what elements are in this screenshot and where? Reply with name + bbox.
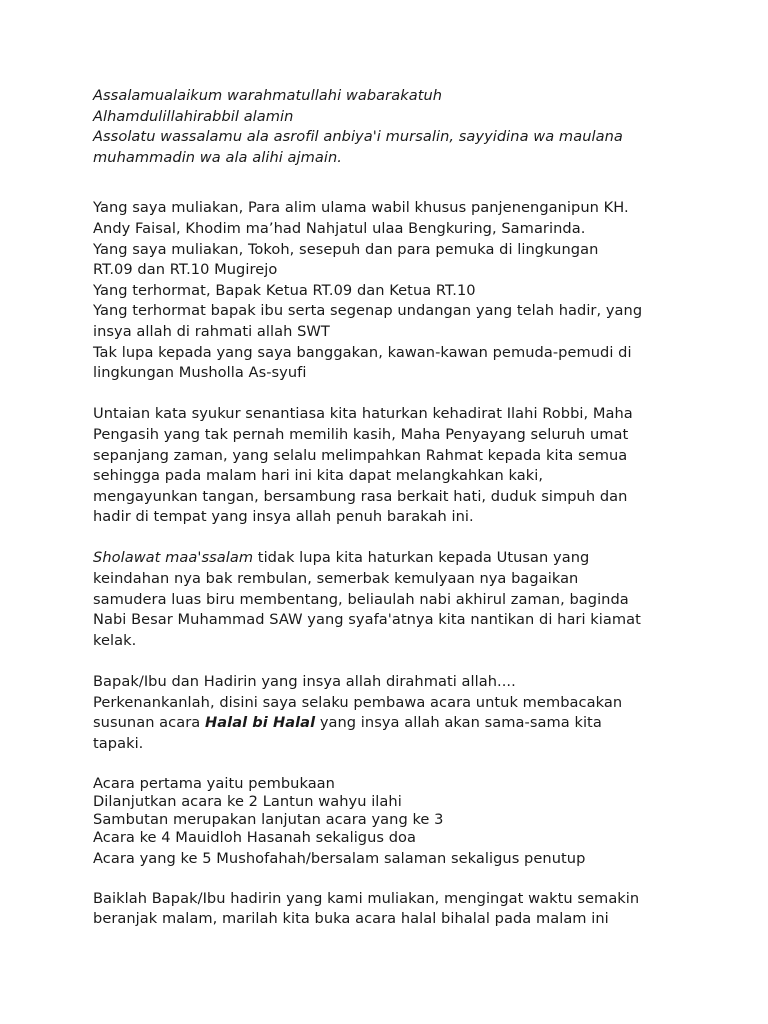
paragraph-line: Baiklah Bapak/Ibu hadirin yang kami muliakan, mengingat waktu semakin xyxy=(93,889,640,907)
intro-line-post: yang insya allah akan sama-sama kita xyxy=(315,714,602,732)
salutation-line: insya allah di rahmati allah SWT xyxy=(93,322,330,340)
salutation-line: Yang saya muliakan, Para alim ulama wabil khusus panjenenganipun KH. xyxy=(93,199,629,217)
event-name-bold: Halal bi Halal xyxy=(204,714,316,732)
salutation-line: lingkungan Musholla As-syufi xyxy=(93,364,307,382)
greeting-line: Alhamdulillahirabbil alamin xyxy=(93,107,294,125)
paragraph-line: beranjak malam, marilah kita buka acara halal bihalal pada malam ini xyxy=(93,910,609,928)
salutations-block xyxy=(93,198,693,383)
paragraph-line: Perkenankanlah, disini saya selaku pembawa acara untuk membacakan xyxy=(93,693,623,711)
agenda-item: Dilanjutkan acara ke 2 Lantun wahyu ilahi xyxy=(93,793,402,810)
paragraph-line: kelak. xyxy=(93,631,137,649)
sholawat-italic-lead: Sholawat maa'ssalam xyxy=(93,549,254,567)
agenda-item: Sambutan merupakan lanjutan acara yang ke 3 xyxy=(93,811,444,828)
document-body xyxy=(93,86,693,930)
paragraph-line xyxy=(93,548,693,569)
greeting-line: Assalamualaikum warahmatullahi wabarakatuh xyxy=(93,87,443,104)
salutation-line: Yang terhormat, Bapak Ketua RT.09 dan Ketua RT.10 xyxy=(93,281,476,299)
intro-line-pre: susunan acara xyxy=(93,714,205,732)
sholawat-paragraph xyxy=(93,548,693,651)
paragraph-line: samudera luas biru membentang, beliaulah nabi akhirul zaman, baginda xyxy=(93,590,629,608)
paragraph-line: keindahan nya bak rembulan, semerbak kemulyaan nya bagaikan xyxy=(93,570,579,588)
salutation-line: Yang saya muliakan, Tokoh, sesepuh dan para pemuka di lingkungan xyxy=(93,240,599,258)
agenda-list xyxy=(93,775,693,868)
paragraph-line: sepanjang zaman, yang selalu melimpahkan Rahmat kepada kita semua xyxy=(93,446,628,464)
paragraph-line: hadir di tempat yang insya allah penuh barakah ini. xyxy=(93,508,474,526)
paragraph-line: mengayunkan tangan, bersambung rasa berkait hati, duduk simpuh dan xyxy=(93,487,628,505)
paragraph-line: tapaki. xyxy=(93,734,144,752)
greeting-line: muhammadin wa ala alihi ajmain. xyxy=(93,148,342,166)
salutation-line: Yang terhormat bapak ibu serta segenap undangan yang telah hadir, yang xyxy=(93,302,643,320)
paragraph-line: Pengasih yang tak pernah memilih kasih, Maha Penyayang seluruh umat xyxy=(93,425,629,443)
agenda-item: Acara ke 4 Mauidloh Hasanah sekaligus doa xyxy=(93,829,417,846)
gratitude-paragraph xyxy=(93,404,693,528)
paragraph-line: Bapak/Ibu dan Hadirin yang insya allah dirahmati allah.... xyxy=(93,673,516,691)
paragraph-line: Nabi Besar Muhammad SAW yang syafa'atnya kita nantikan di hari kiamat xyxy=(93,611,641,629)
greeting-line: Assolatu wassalamu ala asrofil anbiya'i mursalin, sayyidina wa maulana xyxy=(93,128,623,146)
agenda-item: Acara yang ke 5 Mushofahah/bersalam salaman sekaligus penutup xyxy=(93,850,586,867)
paragraph-line xyxy=(93,713,693,734)
salutation-line: Tak lupa kepada yang saya banggakan, kawan-kawan pemuda-pemudi di xyxy=(93,343,632,361)
salutation-line: Andy Faisal, Khodim ma’had Nahjatul ulaa Bengkuring, Samarinda. xyxy=(93,219,586,237)
sholawat-line-rest: tidak lupa kita haturkan kepada Utusan yang xyxy=(253,549,590,567)
paragraph-line: sehingga pada malam hari ini kita dapat melangkahkan kaki, xyxy=(93,467,544,485)
salutation-line: RT.09 dan RT.10 Mugirejo xyxy=(93,261,278,279)
paragraph-line: Untaian kata syukur senantiasa kita haturkan kehadirat Ilahi Robbi, Maha xyxy=(93,405,633,423)
greeting-block xyxy=(93,86,693,168)
intro-paragraph xyxy=(93,672,693,754)
agenda-item: Acara pertama yaitu pembukaan xyxy=(93,775,335,792)
closing-paragraph xyxy=(93,889,693,930)
